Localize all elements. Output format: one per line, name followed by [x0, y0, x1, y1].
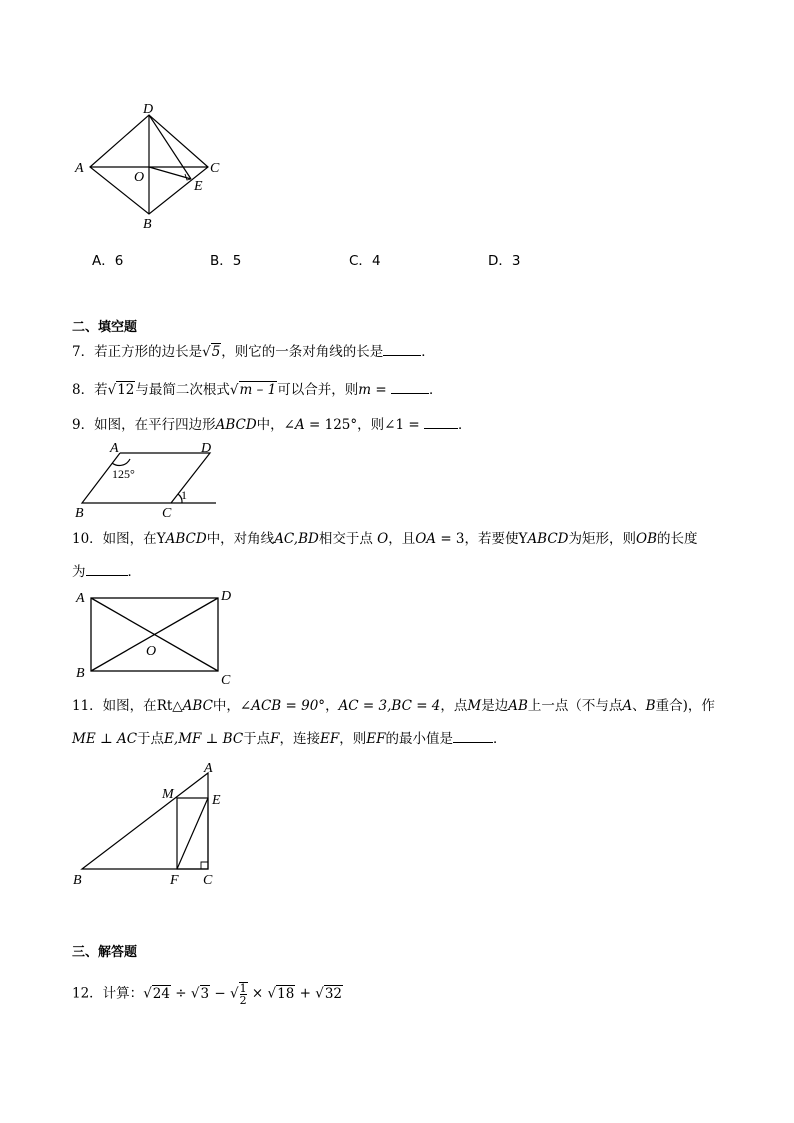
option-b: B．5	[210, 253, 242, 269]
figure-q6-rhombus	[70, 100, 230, 235]
fig9-label-b: B	[75, 506, 84, 520]
fig11-label-f: F	[170, 873, 179, 888]
fig11-label-a: A	[204, 761, 213, 776]
fig10-label-b: B	[76, 666, 85, 681]
fig11-label-m: M	[162, 787, 174, 802]
figure-q9-parallelogram	[70, 438, 220, 520]
option-c: C．4	[349, 253, 381, 269]
fig9-label-c: C	[162, 506, 172, 520]
label-b: B	[143, 217, 152, 232]
fig10-label-o: O	[146, 644, 157, 659]
fig11-label-b: B	[73, 873, 82, 888]
question-12: 12．计算：√24 ÷ √3 − √ $\frac{1}{2}$ × √18 + √32	[72, 982, 343, 1007]
label-o: O	[134, 170, 145, 185]
label-c: C	[210, 161, 220, 176]
fig10-label-c: C	[221, 673, 231, 685]
question-9: 9．如图，在平行四边形ABCD中，∠A = 125°，则∠1 = ．	[72, 414, 471, 435]
label-e: E	[194, 179, 203, 194]
fig9-angle-1: 1	[181, 488, 187, 502]
question-10-line2: 为 ．	[72, 561, 141, 582]
fig9-angle-125: 125°	[112, 467, 135, 481]
option-a: A．6	[92, 253, 124, 269]
label-d: D	[143, 102, 154, 117]
fig10-label-a: A	[76, 591, 85, 606]
fig10-label-d: D	[221, 589, 232, 604]
fig9-label-a: A	[110, 441, 119, 456]
fig9-label-d: D	[201, 441, 212, 456]
section-title-solutions: 三、解答题	[72, 945, 138, 960]
section-title-fill-in: 二、填空题	[72, 320, 138, 335]
fig11-label-c: C	[203, 873, 213, 888]
option-d: D．3	[488, 253, 521, 269]
figure-q11-triangle	[70, 758, 230, 888]
question-8: 8．若√12与最简二次根式√m – 1可以合并，则m = ．	[72, 379, 442, 400]
question-11-line1: 11．如图，在Rt△ABC中，∠ACB = 90°，AC = 3,BC = 4，点M是边AB上一点（不与点A、B重合)，作	[72, 698, 715, 714]
question-7: 7．若正方形的边长是√5，则它的一条对角线的长是 ．	[72, 341, 435, 362]
fig11-label-e: E	[212, 793, 221, 808]
figure-q10-rectangle	[70, 585, 245, 685]
question-10-line1: 10．如图，在YABCD中，对角线AC,BD相交于点 O，且OA = 3，若要使YABCD为矩形，则OB的长度	[72, 531, 698, 547]
label-a: A	[75, 161, 84, 176]
question-11-line2: ME ⊥ AC于点E,MF ⊥ BC于点F，连接EF，则EF的最小值是 ．	[72, 728, 507, 749]
